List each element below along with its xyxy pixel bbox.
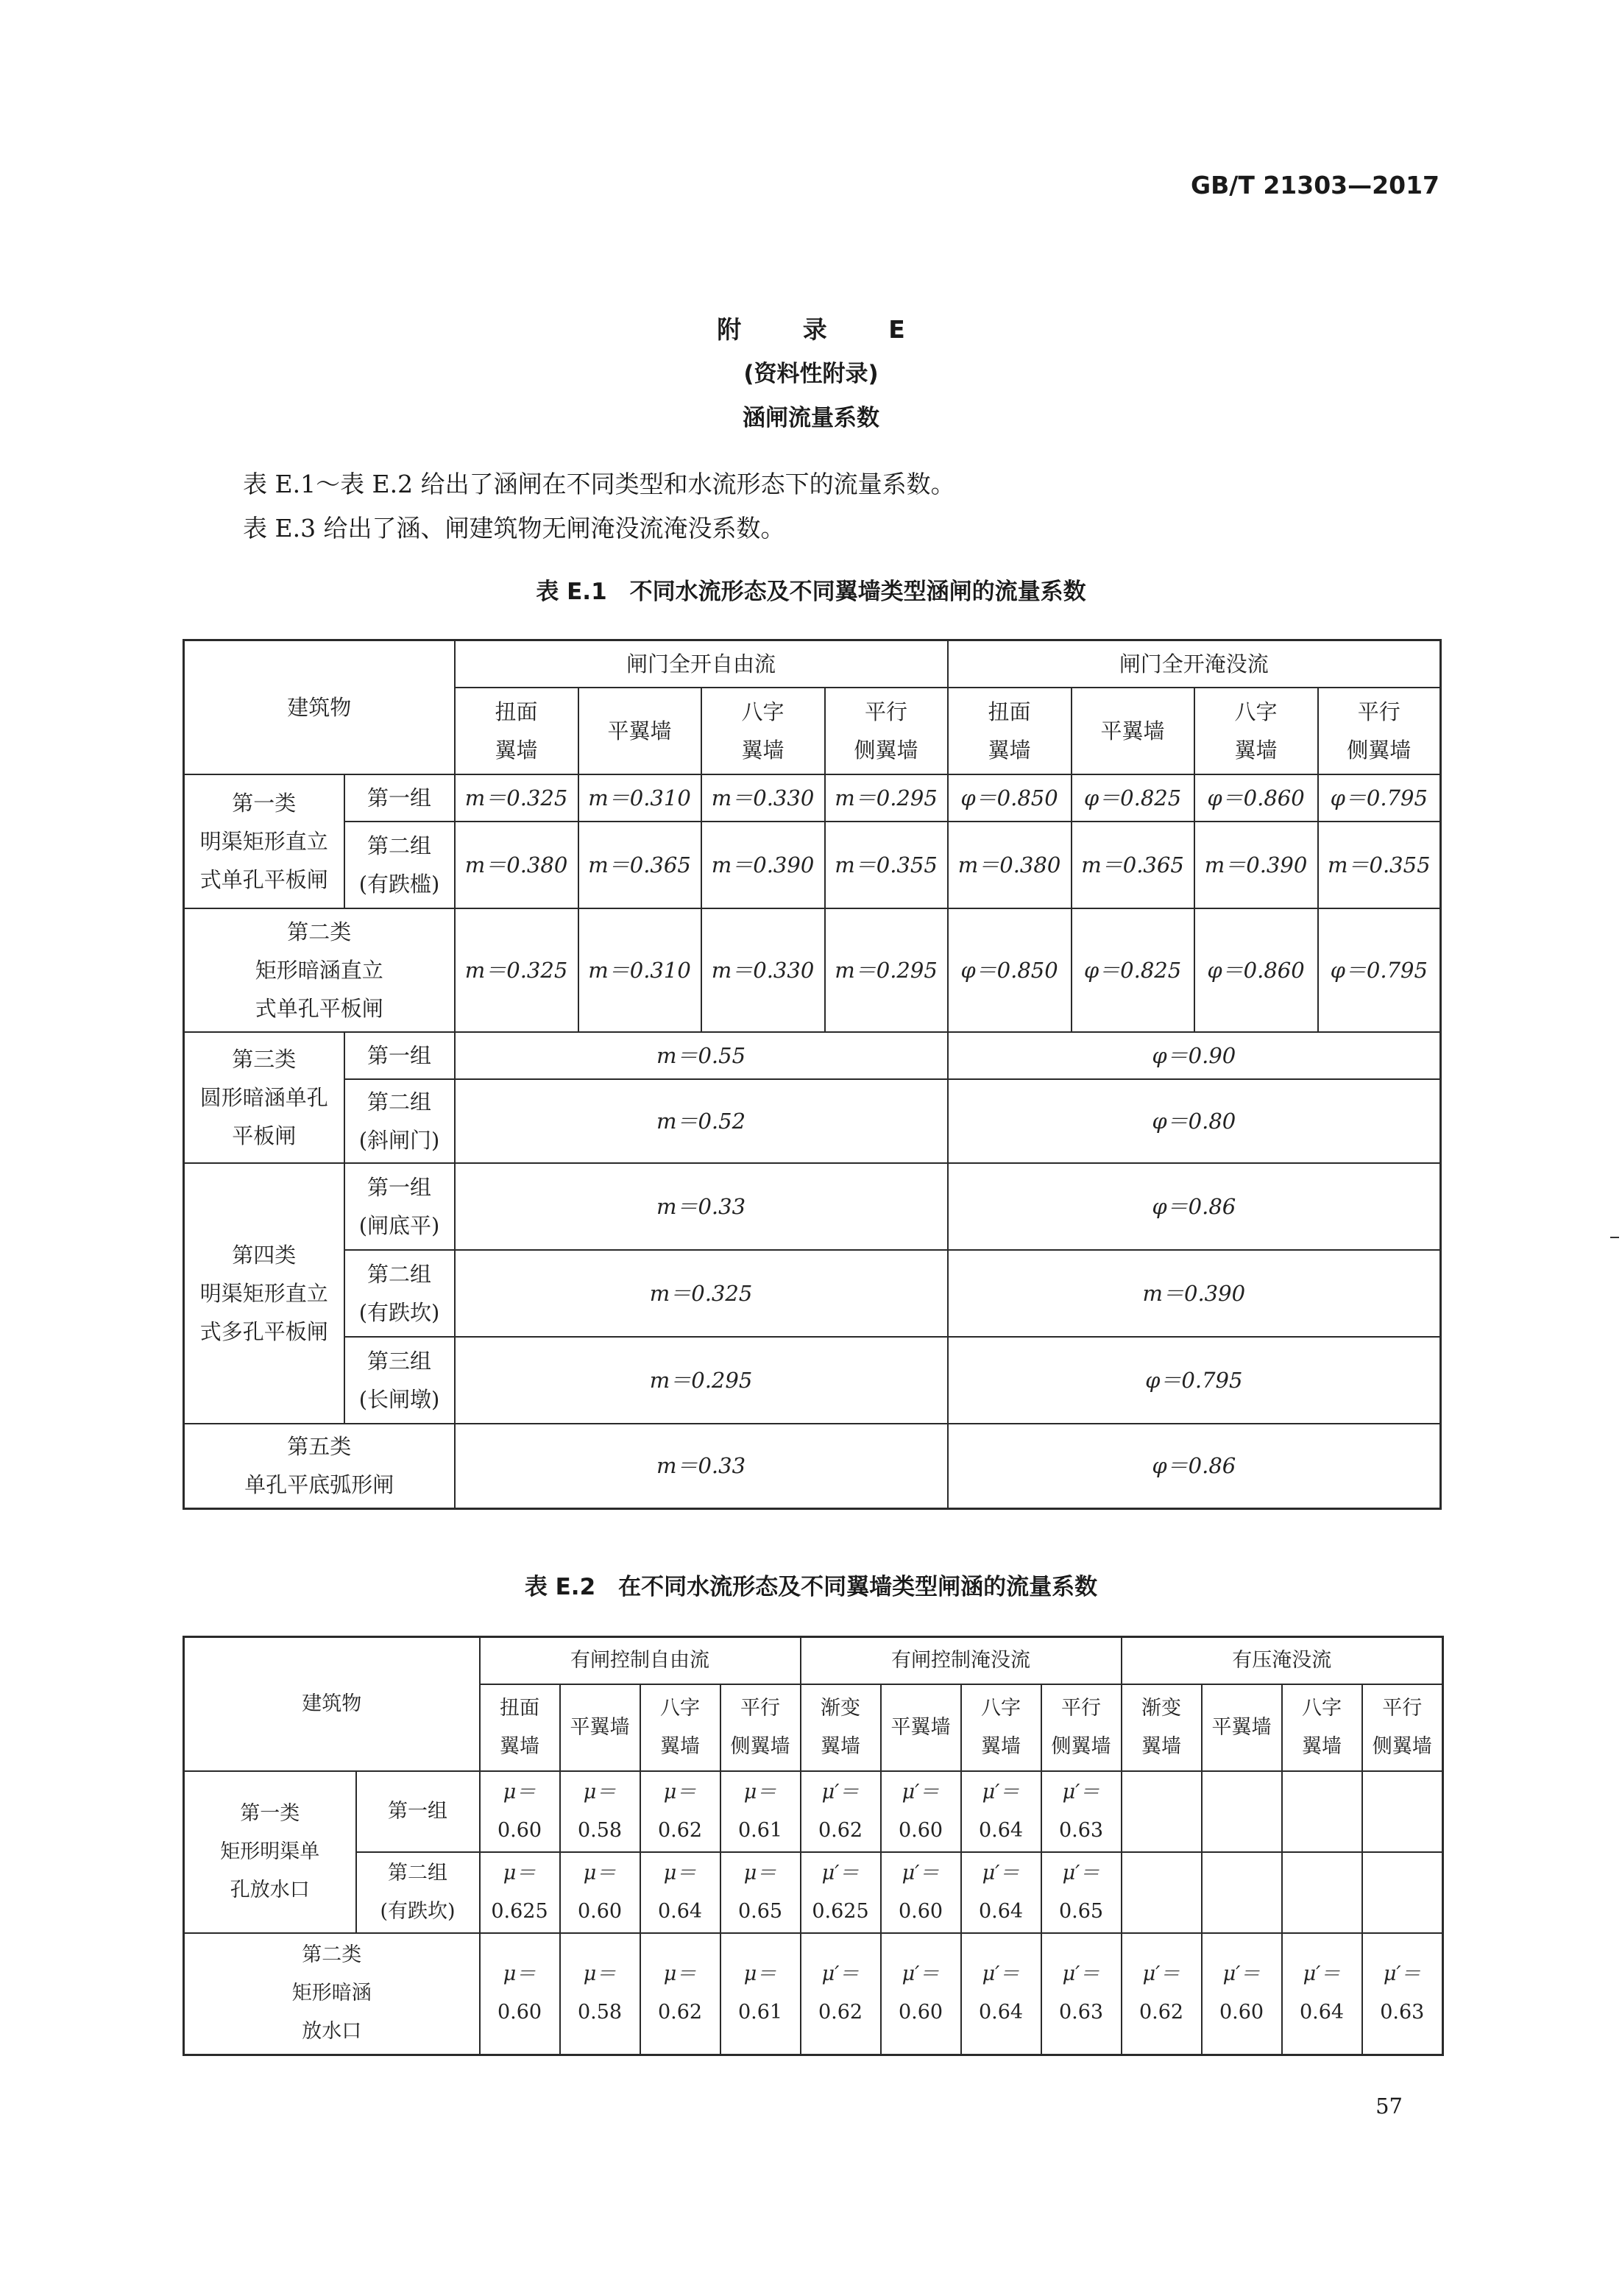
wall-type-header: 渐变 翼墙 (1122, 1684, 1202, 1771)
value-cell: m＝0.330 (701, 774, 825, 822)
value-cell: φ＝0.860 (1194, 774, 1318, 822)
value-cell: μ＝ 0.58 (560, 1933, 640, 2055)
t2-class-1-group-2: 第二组 (有跌坎) (356, 1852, 480, 1933)
value-cell: m＝0.33 (455, 1163, 948, 1250)
value-cell: μ＝ 0.60 (480, 1933, 560, 2055)
class-4-group-1: 第一组 (闸底平) (344, 1163, 455, 1250)
appendix-type: (资料性附录) (743, 361, 879, 387)
value-cell: m＝0.355 (825, 822, 948, 908)
appendix-title: 涵闸流量系数 (743, 405, 879, 431)
table-row (184, 908, 1441, 1032)
table-row (184, 1424, 1441, 1509)
intro-line-2: 表 E.3 给出了涵、闸建筑物无闸淹没流淹没系数。 (243, 514, 785, 543)
value-cell: μ′＝ 0.60 (881, 1933, 961, 2055)
wall-type-header: 平翼墙 (1202, 1684, 1282, 1771)
value-cell: m＝0.295 (455, 1337, 948, 1424)
value-cell: m＝0.52 (455, 1079, 948, 1163)
value-cell: φ＝0.86 (948, 1424, 1441, 1509)
wall-type-header: 八字 翼墙 (1194, 688, 1318, 774)
table-e1 (183, 639, 1442, 1510)
value-cell: m＝0.295 (825, 908, 948, 1032)
wall-type-header: 八字 翼墙 (640, 1684, 720, 1771)
value-cell: μ′＝ 0.63 (1041, 1771, 1122, 1852)
empty-cell (1362, 1771, 1443, 1852)
wall-type-header: 平行 侧翼墙 (1318, 688, 1441, 774)
value-cell: φ＝0.825 (1072, 774, 1194, 822)
value-cell: m＝0.33 (455, 1424, 948, 1509)
wall-type-header: 平行 侧翼墙 (825, 688, 948, 774)
value-cell: μ＝ 0.60 (560, 1852, 640, 1933)
value-cell: φ＝0.90 (948, 1032, 1441, 1079)
value-cell: μ＝ 0.58 (560, 1771, 640, 1852)
value-cell: m＝0.330 (701, 908, 825, 1032)
value-cell: m＝0.380 (948, 822, 1072, 908)
empty-cell (1202, 1852, 1282, 1933)
header-building: 建筑物 (184, 1637, 480, 1771)
value-cell: φ＝0.86 (948, 1163, 1441, 1250)
page-number: 57 (1375, 2094, 1403, 2119)
value-cell: φ＝0.850 (948, 774, 1072, 822)
header-submerged-flow: 闸门全开淹没流 (948, 640, 1441, 688)
value-cell: μ＝ 0.625 (480, 1852, 560, 1933)
wall-type-header: 平翼墙 (1072, 688, 1194, 774)
table-e1-caption: 表 E.1 不同水流形态及不同翼墙类型涵闸的流量系数 (536, 579, 1086, 605)
table-row (184, 1933, 1443, 2055)
value-cell: μ＝ 0.62 (640, 1771, 720, 1852)
value-cell: μ′＝ 0.64 (1282, 1933, 1362, 2055)
value-cell: φ＝0.795 (1318, 774, 1441, 822)
empty-cell (1122, 1771, 1202, 1852)
wall-type-header: 扭面 翼墙 (455, 688, 578, 774)
value-cell: μ′＝ 0.60 (881, 1771, 961, 1852)
value-cell: μ′＝ 0.60 (881, 1852, 961, 1933)
value-cell: φ＝0.850 (948, 908, 1072, 1032)
value-cell: μ＝ 0.65 (720, 1852, 801, 1933)
class-1-group-2: 第二组 (有跌槛) (344, 822, 455, 908)
value-cell: μ＝ 0.61 (720, 1771, 801, 1852)
value-cell: m＝0.380 (455, 822, 578, 908)
class-3-group-2: 第二组 (斜闸门) (344, 1079, 455, 1163)
page-edge-mark (1610, 1237, 1619, 1238)
class-2-name: 第二类 矩形暗涵直立 式单孔平板闸 (184, 908, 455, 1032)
value-cell: m＝0.295 (825, 774, 948, 822)
wall-type-header: 八字 翼墙 (961, 1684, 1041, 1771)
header-pressurized-submerged-flow: 有压淹没流 (1122, 1637, 1443, 1684)
empty-cell (1202, 1771, 1282, 1852)
intro-line-1: 表 E.1～表 E.2 给出了涵闸在不同类型和水流形态下的流量系数。 (243, 470, 955, 498)
value-cell: μ′＝ 0.62 (1122, 1933, 1202, 2055)
value-cell: m＝0.325 (455, 1250, 948, 1337)
t2-class-2-name: 第二类 矩形暗涵 放水口 (184, 1933, 480, 2055)
wall-type-header: 渐变 翼墙 (801, 1684, 881, 1771)
header-gated-free-flow: 有闸控制自由流 (480, 1637, 801, 1684)
table-row (184, 1079, 1441, 1163)
value-cell: μ′＝ 0.64 (961, 1933, 1041, 2055)
value-cell: m＝0.55 (455, 1032, 948, 1079)
value-cell: μ′＝ 0.64 (961, 1771, 1041, 1852)
wall-type-header: 平翼墙 (578, 688, 701, 774)
value-cell: μ′＝ 0.64 (961, 1852, 1041, 1933)
value-cell: φ＝0.825 (1072, 908, 1194, 1032)
table-row (184, 1852, 1443, 1933)
class-1-name: 第一类 明渠矩形直立 式单孔平板闸 (184, 774, 344, 908)
class-3-group-1: 第一组 (344, 1032, 455, 1079)
value-cell: μ＝ 0.61 (720, 1933, 801, 2055)
class-5-name: 第五类 单孔平底弧形闸 (184, 1424, 455, 1509)
class-4-name: 第四类 明渠矩形直立 式多孔平板闸 (184, 1163, 344, 1424)
value-cell: μ′＝ 0.62 (801, 1933, 881, 2055)
header-gated-submerged-flow: 有闸控制淹没流 (801, 1637, 1122, 1684)
wall-type-header: 八字 翼墙 (1282, 1684, 1362, 1771)
wall-type-header: 平行 侧翼墙 (720, 1684, 801, 1771)
table-e2 (183, 1636, 1444, 2056)
empty-cell (1122, 1852, 1202, 1933)
value-cell: μ＝ 0.64 (640, 1852, 720, 1933)
value-cell: m＝0.310 (578, 908, 701, 1032)
wall-type-header: 平翼墙 (560, 1684, 640, 1771)
wall-type-header: 扭面 翼墙 (480, 1684, 560, 1771)
table-row (184, 1250, 1441, 1337)
value-cell: m＝0.390 (948, 1250, 1441, 1337)
value-cell: φ＝0.795 (1318, 908, 1441, 1032)
appendix-label: 附 录 E (717, 315, 932, 344)
wall-type-header: 平翼墙 (881, 1684, 961, 1771)
empty-cell (1282, 1771, 1362, 1852)
table-row (184, 1163, 1441, 1250)
empty-cell (1362, 1852, 1443, 1933)
empty-cell (1282, 1852, 1362, 1933)
header-building: 建筑物 (184, 640, 455, 774)
value-cell: μ′＝ 0.62 (801, 1771, 881, 1852)
t2-class-1-group-1: 第一组 (356, 1771, 480, 1852)
wall-type-header: 平行 侧翼墙 (1362, 1684, 1443, 1771)
value-cell: m＝0.365 (1072, 822, 1194, 908)
value-cell: m＝0.310 (578, 774, 701, 822)
standard-number: GB/T 21303—2017 (1191, 171, 1439, 199)
class-1-group-1: 第一组 (344, 774, 455, 822)
wall-type-header: 扭面 翼墙 (948, 688, 1072, 774)
value-cell: m＝0.355 (1318, 822, 1441, 908)
value-cell: μ＝ 0.60 (480, 1771, 560, 1852)
class-3-name: 第三类 圆形暗涵单孔 平板闸 (184, 1032, 344, 1163)
header-free-flow: 闸门全开自由流 (455, 640, 948, 688)
value-cell: μ′＝ 0.63 (1362, 1933, 1443, 2055)
value-cell: φ＝0.80 (948, 1079, 1441, 1163)
table-row (184, 1032, 1441, 1079)
table-row (184, 1337, 1441, 1424)
value-cell: m＝0.325 (455, 774, 578, 822)
value-cell: φ＝0.860 (1194, 908, 1318, 1032)
wall-type-header: 平行 侧翼墙 (1041, 1684, 1122, 1771)
table-row (184, 822, 1441, 908)
value-cell: m＝0.390 (701, 822, 825, 908)
wall-type-header: 八字 翼墙 (701, 688, 825, 774)
value-cell: m＝0.325 (455, 908, 578, 1032)
class-4-group-2: 第二组 (有跌坎) (344, 1250, 455, 1337)
value-cell: m＝0.365 (578, 822, 701, 908)
value-cell: μ′＝ 0.60 (1202, 1933, 1282, 2055)
value-cell: μ′＝ 0.625 (801, 1852, 881, 1933)
value-cell: μ′＝ 0.65 (1041, 1852, 1122, 1933)
class-4-group-3: 第三组 (长闸墩) (344, 1337, 455, 1424)
value-cell: μ′＝ 0.63 (1041, 1933, 1122, 2055)
table-e2-caption: 表 E.2 在不同水流形态及不同翼墙类型闸涵的流量系数 (524, 1574, 1098, 1600)
t2-class-1-name: 第一类 矩形明渠单 孔放水口 (184, 1771, 356, 1933)
value-cell: m＝0.390 (1194, 822, 1318, 908)
value-cell: μ＝ 0.62 (640, 1933, 720, 2055)
table-row (184, 1771, 1443, 1852)
value-cell: φ＝0.795 (948, 1337, 1441, 1424)
table-row (184, 774, 1441, 822)
